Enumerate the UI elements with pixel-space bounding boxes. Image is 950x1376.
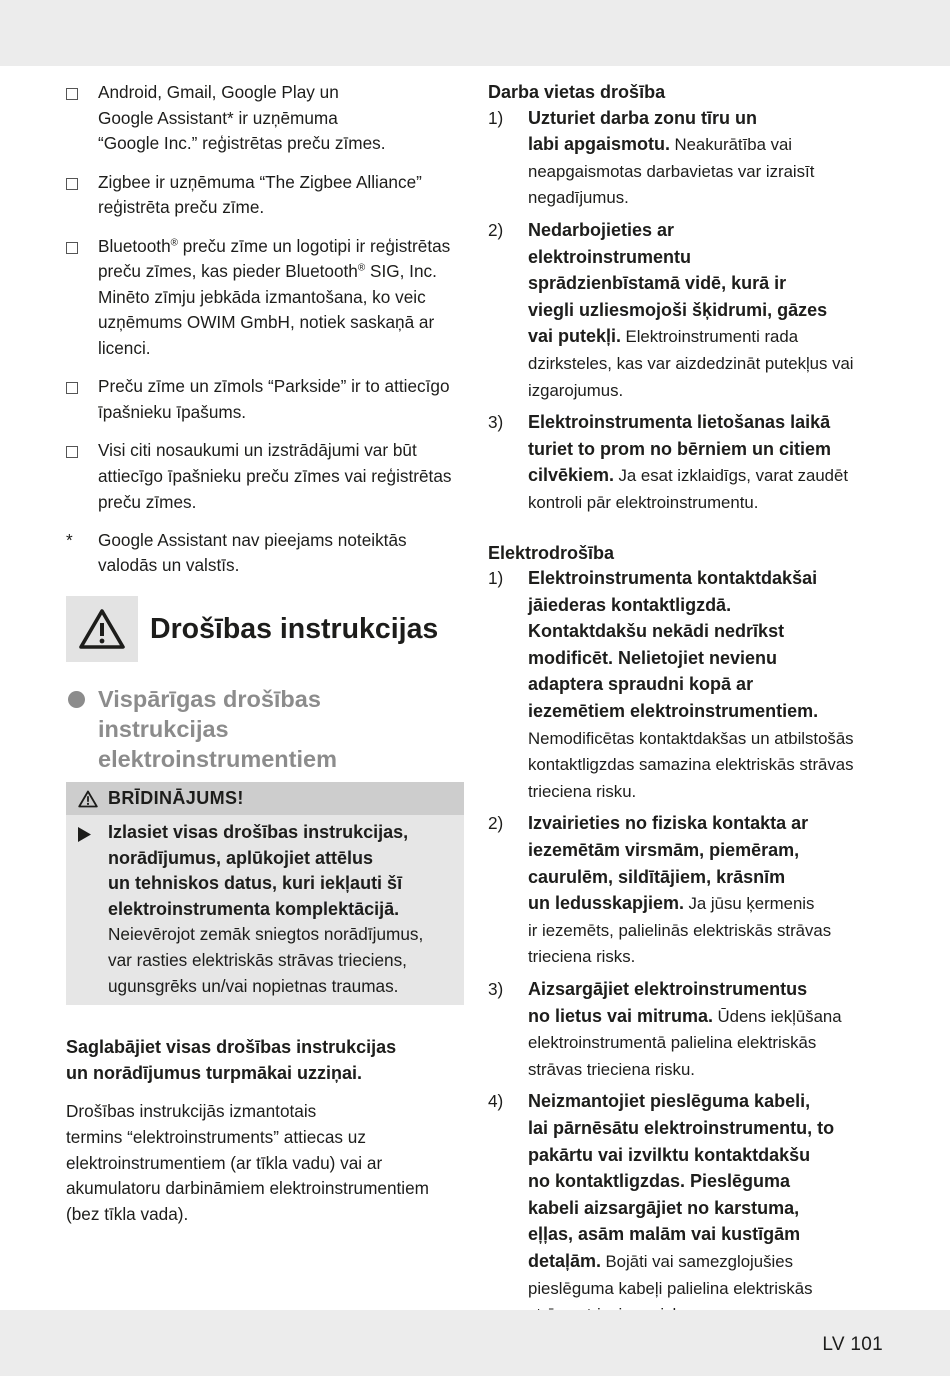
- electrical-heading: Elektrodrošība: [488, 542, 615, 563]
- bullet-icon: [68, 691, 85, 708]
- section-title: [66, 596, 464, 662]
- header-band: [0, 0, 950, 66]
- list-item: 2) Nedarbojieties ar elektroinstrumentu sprādzienbīstamā vidē, kurā ir viegli uzliesmojoši šķidrumi, gāzes vai putekļi. Elektroinstrumenti rada dzirksteles, kas var aizdedzināt putekļus vai izgarojumus.: [488, 219, 854, 400]
- subheading: Vispārīgas drošības instrukcijas elektroinstrumentiem: [66, 684, 464, 774]
- list-item: Visi citi nosaukumi un izstrādājumi var būt attiecīgo īpašnieku preču zīmes vai reģistrētas preču zīmes.: [66, 438, 464, 515]
- list-item: Zigbee ir uzņēmuma “The Zigbee Alliance” reģistrēta preču zīme.: [66, 170, 464, 221]
- play-arrow-icon: [78, 824, 91, 850]
- list-item: * Google Assistant nav pieejams noteiktās valodās un valstīs.: [66, 529, 407, 576]
- list-item: Android, Gmail, Google Play un Google Assistant* ir uzņēmuma “Google Inc.” reģistrētas preču zīmes.: [66, 80, 464, 157]
- list-item: Bluetooth® preču zīme un logotipi ir reģistrētas preču zīmes, kas pieder Bluetooth® SIG, Inc. Minēto zīmju jebkāda izmantošana, ko veic uzņēmums OWIM GmbH, notiek saskaņā ar licenci.: [66, 234, 464, 362]
- footer-band: [0, 1310, 950, 1376]
- left-column: [66, 80, 464, 1227]
- checkbox-icon: [66, 170, 88, 198]
- warning-text: Izlasiet visas drošības instrukcijas, norādījumus, aplūkojiet attēlus un tehniskos datus, kuri iekļauti šī elektroinstrumenta komplektācijā. Neievērojot zemāk sniegtos norādījumus, var rasties elektriskās strāvas trieciens, ugunsgrēks un/vai nopietnas traumas.: [66, 815, 464, 1005]
- list-item: 3) Elektroinstrumenta lietošanas laikā turiet to prom no bērniem un citiem cilvēkiem. Ja esat izklaidīgs, varat zaudēt kontroli pār elektroinstrumentu.: [488, 412, 848, 512]
- list-item: 2) Izvairieties no fiziska kontakta ar iezemētām virsmām, piemēram, caurulēm, sildītājiem, krāsnīm un ledusskapjiem. Ja jūsu ķermenis ir iezemēts, palielinās elektriskās strāvas trieciena risks.: [488, 813, 832, 967]
- warning-box: [66, 782, 464, 1005]
- checkbox-icon: [66, 374, 88, 402]
- checkbox-icon: [66, 234, 88, 262]
- warning-label: BRĪDINĀJUMS!: [108, 788, 244, 809]
- right-column: [488, 80, 888, 1335]
- checkbox-icon: [66, 80, 88, 108]
- list-item: 3) Aizsargājiet elektroinstrumentus no lietus vai mitruma. Ūdens iekļūšana elektroinstrumentā palielina elektriskās strāvas trieciena risku.: [488, 979, 842, 1079]
- checkbox-icon: [66, 438, 88, 466]
- list-item: 4) Neizmantojiet pieslēguma kabeli, lai pārnēsātu elektroinstrumentu, to pakārtu vai izvilktu kontaktdakšu no kontaktligzdas. Pieslēguma kabeli aizsargājiet no karstuma, eļļas, asām malām vai kustīgām detaļām. Bojāti vai samezglojušies pieslēguma kabeļi palielina elektriskās: [488, 1091, 835, 1298]
- page-number: LV 101: [822, 1334, 883, 1355]
- workplace-heading: Darba vietas drošība: [488, 82, 666, 102]
- page-title: Drošības instrukcijas: [150, 612, 439, 645]
- asterisk-mark: *: [66, 529, 73, 550]
- list-item: 1) Elektroinstrumenta kontaktdakšai jāiederas kontaktligzdā. Kontaktdakšu nekādi nedrīkst modificēt. Nelietojiet nevienu adaptera spraudni kopā ar iezemētiem elektroinstrumentiem. Nemodificētas kontaktdakšas un atbilstošās kontaktligzdas samazina elektriskās strāvas trieciena risku.: [488, 568, 854, 801]
- definition-paragraph: Drošības instrukcijās izmantotais termins “elektroinstruments” attiecas uz elektroinstrumentiem (ar tīkla vadu) vai ar akumulatoru darbināmiem elektroinstrumentiem (bez tīkla vada).: [66, 1101, 430, 1224]
- trademark-list: [66, 80, 464, 579]
- keep-instructions-heading: Saglabājiet visas drošības instrukcijas un norādījumus turpmākai uzziņai.: [66, 1037, 397, 1083]
- warning-small-icon: [78, 790, 98, 808]
- warning-header: [66, 782, 464, 815]
- warning-triangle-icon: [66, 596, 138, 662]
- list-item: 1) Uzturiet darba zonu tīru un labi apgaismotu. Neakurātība vai neapgaismotas darbavietas var izraisīt negadījumus.: [488, 107, 815, 208]
- list-item: Preču zīme un zīmols “Parkside” ir to attiecīgo īpašnieku īpašums.: [66, 374, 464, 425]
